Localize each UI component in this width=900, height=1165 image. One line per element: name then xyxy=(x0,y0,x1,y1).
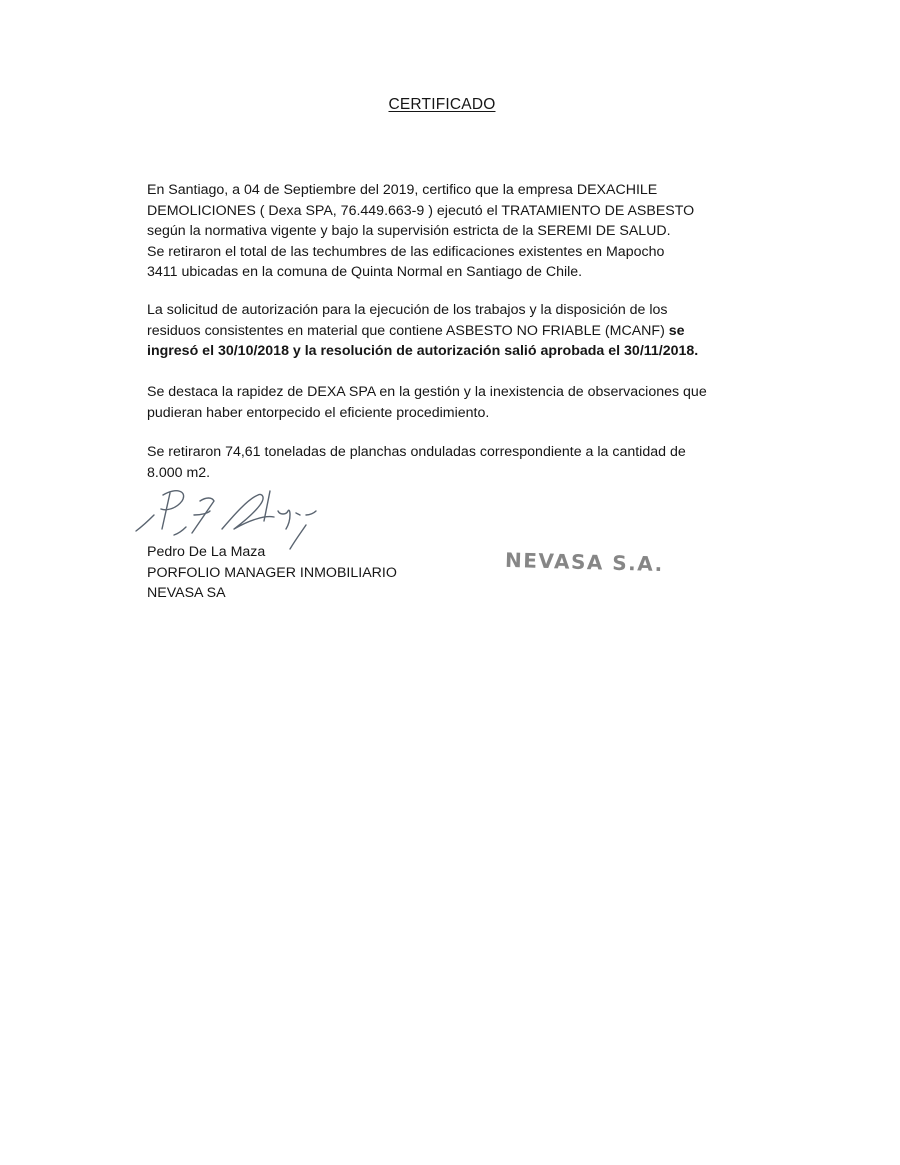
paragraph-line: 8.000 m2. xyxy=(147,464,211,481)
company-stamp: NEVASA S.A. xyxy=(504,547,665,577)
paragraph-bold-text: se xyxy=(668,322,685,339)
paragraph-highlight xyxy=(147,382,757,423)
paragraph-line: 3411 ubicadas en la comuna de Quinta Normal en Santiago de Chile. xyxy=(147,264,583,280)
paragraph-quantity xyxy=(147,442,757,483)
paragraph-line xyxy=(147,341,757,362)
signatory-role: PORFOLIO MANAGER INMOBILIARIO xyxy=(147,564,397,581)
paragraph-bold-text: ingresó el 30/10/2018 y la resolución de autorización salió aprobada el 30/11/2018 xyxy=(147,343,695,359)
paragraph-text: residuos consistentes en material que contiene ASBESTO NO FRIABLE (MCANF) xyxy=(147,322,669,339)
paragraph-line xyxy=(147,321,757,342)
paragraph-line: DEMOLICIONES ( Dexa SPA, 76.449.663-9 ) ejecutó el TRATAMIENTO DE ASBESTO xyxy=(147,202,695,219)
paragraph-authorization xyxy=(147,300,757,362)
paragraph-text: . xyxy=(694,343,699,359)
paragraph-line: Se destaca la rapidez de DEXA SPA en la gestión y la inexistencia de observaciones que xyxy=(147,384,707,400)
paragraph-line: Se retiraron el total de las techumbres de las edificaciones existentes en Mapocho xyxy=(147,243,665,260)
paragraph-line: En Santiago, a 04 de Septiembre del 2019, certifico que la empresa DEXACHILE xyxy=(147,182,658,198)
signatory-block xyxy=(147,542,397,604)
paragraph-line: Se retiraron 74,61 toneladas de planchas onduladas correspondiente a la cantidad de xyxy=(147,444,686,460)
paragraph-line: La solicitud de autorización para la ejecución de los trabajos y la disposición de los xyxy=(147,302,668,318)
paragraph-certification xyxy=(147,180,757,283)
paragraph-line: pudieran haber entorpecido el eficiente procedimiento. xyxy=(147,404,490,421)
document-title: CERTIFICADO xyxy=(388,96,496,113)
signatory-name: Pedro De La Maza xyxy=(147,544,266,560)
paragraph-line: según la normativa vigente y bajo la supervisión estricta de la SEREMI DE SALUD. xyxy=(147,223,671,239)
signatory-company: NEVASA SA xyxy=(147,585,226,601)
